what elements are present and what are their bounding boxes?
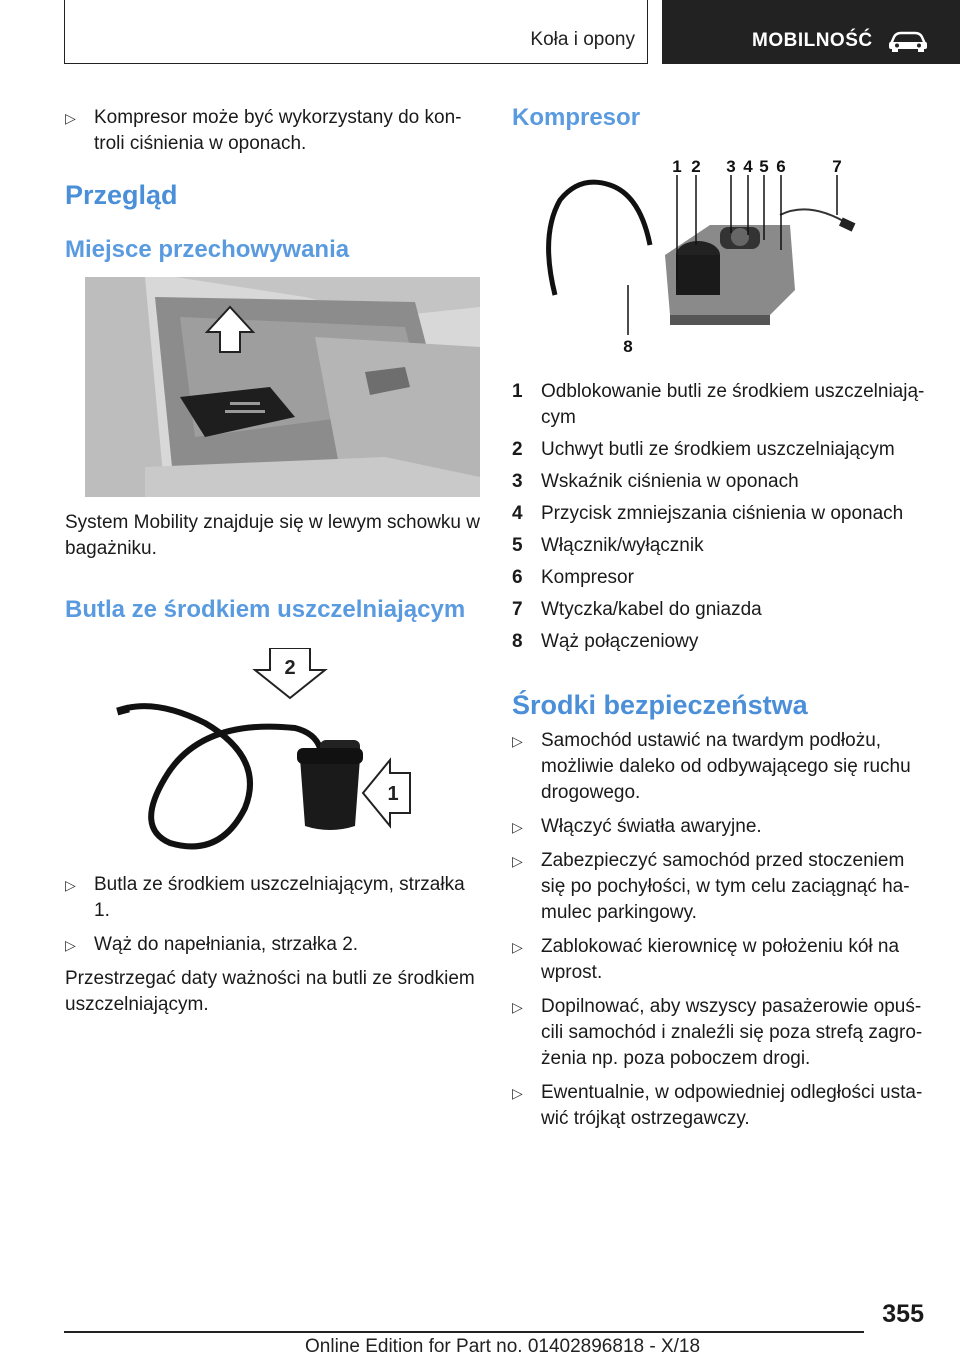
list-item: ▷ Butla ze środkiem uszczelniającym, strzałka 1. [65, 874, 465, 921]
heading-bottle-wrap [65, 596, 465, 624]
heading-safety: Środki bezpieczeństwa [512, 690, 808, 720]
page-number: 355 [882, 1300, 924, 1328]
diagram-label-3: 3 [726, 157, 736, 176]
list-item: 7 Wtyczka/kabel do gniazda [512, 599, 762, 620]
header-title-box [64, 0, 648, 64]
car-icon [888, 30, 928, 52]
heading-bottle: Butla ze środkiem uszczelniającym [65, 596, 466, 623]
intro-bullet: ▷ Kompresor może być wykorzystany do kon-troli ciśnienia w oponach. [65, 107, 462, 154]
list-item: 6 Kompresor [512, 567, 634, 588]
footer-divider [64, 1331, 864, 1333]
diagram-label-6: 6 [776, 157, 786, 176]
list-item: 1 Odblokowanie butli ze środkiem uszczelniają-cym [512, 381, 925, 428]
triangle-bullet-icon: ▷ [65, 110, 76, 126]
chapter-title: Koła i opony [530, 29, 635, 50]
list-item: ▷ Wąż do napełniania, strzałka 2. [65, 932, 485, 958]
heading-compressor: Kompresor [512, 104, 641, 131]
diagram-label-7: 7 [832, 157, 842, 176]
triangle-bullet-icon: ▷ [512, 939, 523, 955]
bottle-image [115, 648, 415, 858]
triangle-bullet-icon: ▷ [512, 999, 523, 1015]
list-item: ▷ Samochód ustawić na twardym podłożu, możliwie daleko od odbywającego się ruchu drogowego. [512, 730, 911, 803]
heading-safety-wrap [512, 690, 808, 721]
section-title: MOBILNOŚĆ [752, 30, 873, 51]
triangle-bullet-icon: ▷ [512, 1085, 523, 1101]
diagram-label-2: 2 [691, 157, 701, 176]
list-item: ▷ Dopilnować, aby wszyscy pasażerowie opuś-cili samochód i znaleźli się poza strefą zagro-żenia np. poza poboczem drogi. [512, 996, 923, 1069]
list-item: 3 Wskaźnik ciśnienia w oponach [512, 471, 799, 492]
parts-list [512, 379, 927, 661]
compressor-diagram [540, 155, 860, 355]
diagram-label-5: 5 [759, 157, 769, 176]
list-item: 2 Uchwyt butli ze środkiem uszczelniającym [512, 439, 895, 460]
list-item: ▷ Zabezpieczyć samochód przed stoczeniem się po pochyłości, w tym celu zaciągnąć ha-mulec parkingowy. [512, 850, 910, 923]
triangle-bullet-icon: ▷ [512, 853, 523, 869]
heading-storage-wrap [65, 236, 349, 264]
bottle-list [65, 872, 485, 1018]
list-item: ▷ Włączyć światła awaryjne. [512, 814, 927, 840]
list-item: 4 Przycisk zmniejszania ciśnienia w oponach [512, 503, 904, 524]
heading-overview: Przegląd [65, 180, 178, 210]
trunk-storage-image [85, 277, 480, 497]
triangle-bullet-icon: ▷ [65, 877, 76, 893]
list-item: 5 Włącznik/wyłącznik [512, 535, 704, 556]
list-item: ▷ Zablokować kierownicę w położeniu kół na wprost. [512, 936, 900, 983]
triangle-bullet-icon: ▷ [512, 733, 523, 749]
diagram-label-1: 1 [672, 157, 682, 176]
edition-text: Online Edition for Part no. 01402896818 - X/18 [305, 1336, 701, 1357]
header-section-box [662, 0, 960, 64]
triangle-bullet-icon: ▷ [512, 819, 523, 835]
list-item: ▷ Ewentualnie, w odpowiedniej odległości usta-wić trójkąt ostrzegawczy. [512, 1082, 923, 1129]
heading-overview-wrap [65, 180, 178, 211]
diagram-label-4: 4 [743, 157, 753, 176]
triangle-bullet-icon: ▷ [65, 937, 76, 953]
diagram-label-8: 8 [623, 337, 633, 355]
bottle-note: Przestrzegać daty ważności na butli ze środkiem uszczelniającym. [65, 968, 475, 1015]
heading-storage: Miejsce przechowywania [65, 236, 350, 263]
arrow-2-label: 2 [284, 657, 296, 679]
heading-compressor-wrap [512, 104, 640, 132]
safety-list [512, 728, 927, 1140]
arrow-1-label: 1 [387, 783, 399, 805]
left-column [65, 105, 480, 165]
storage-text: System Mobility znajduje się w lewym schowku w bagażniku. [65, 512, 480, 559]
list-item: 8 Wąż połączeniowy [512, 631, 699, 652]
